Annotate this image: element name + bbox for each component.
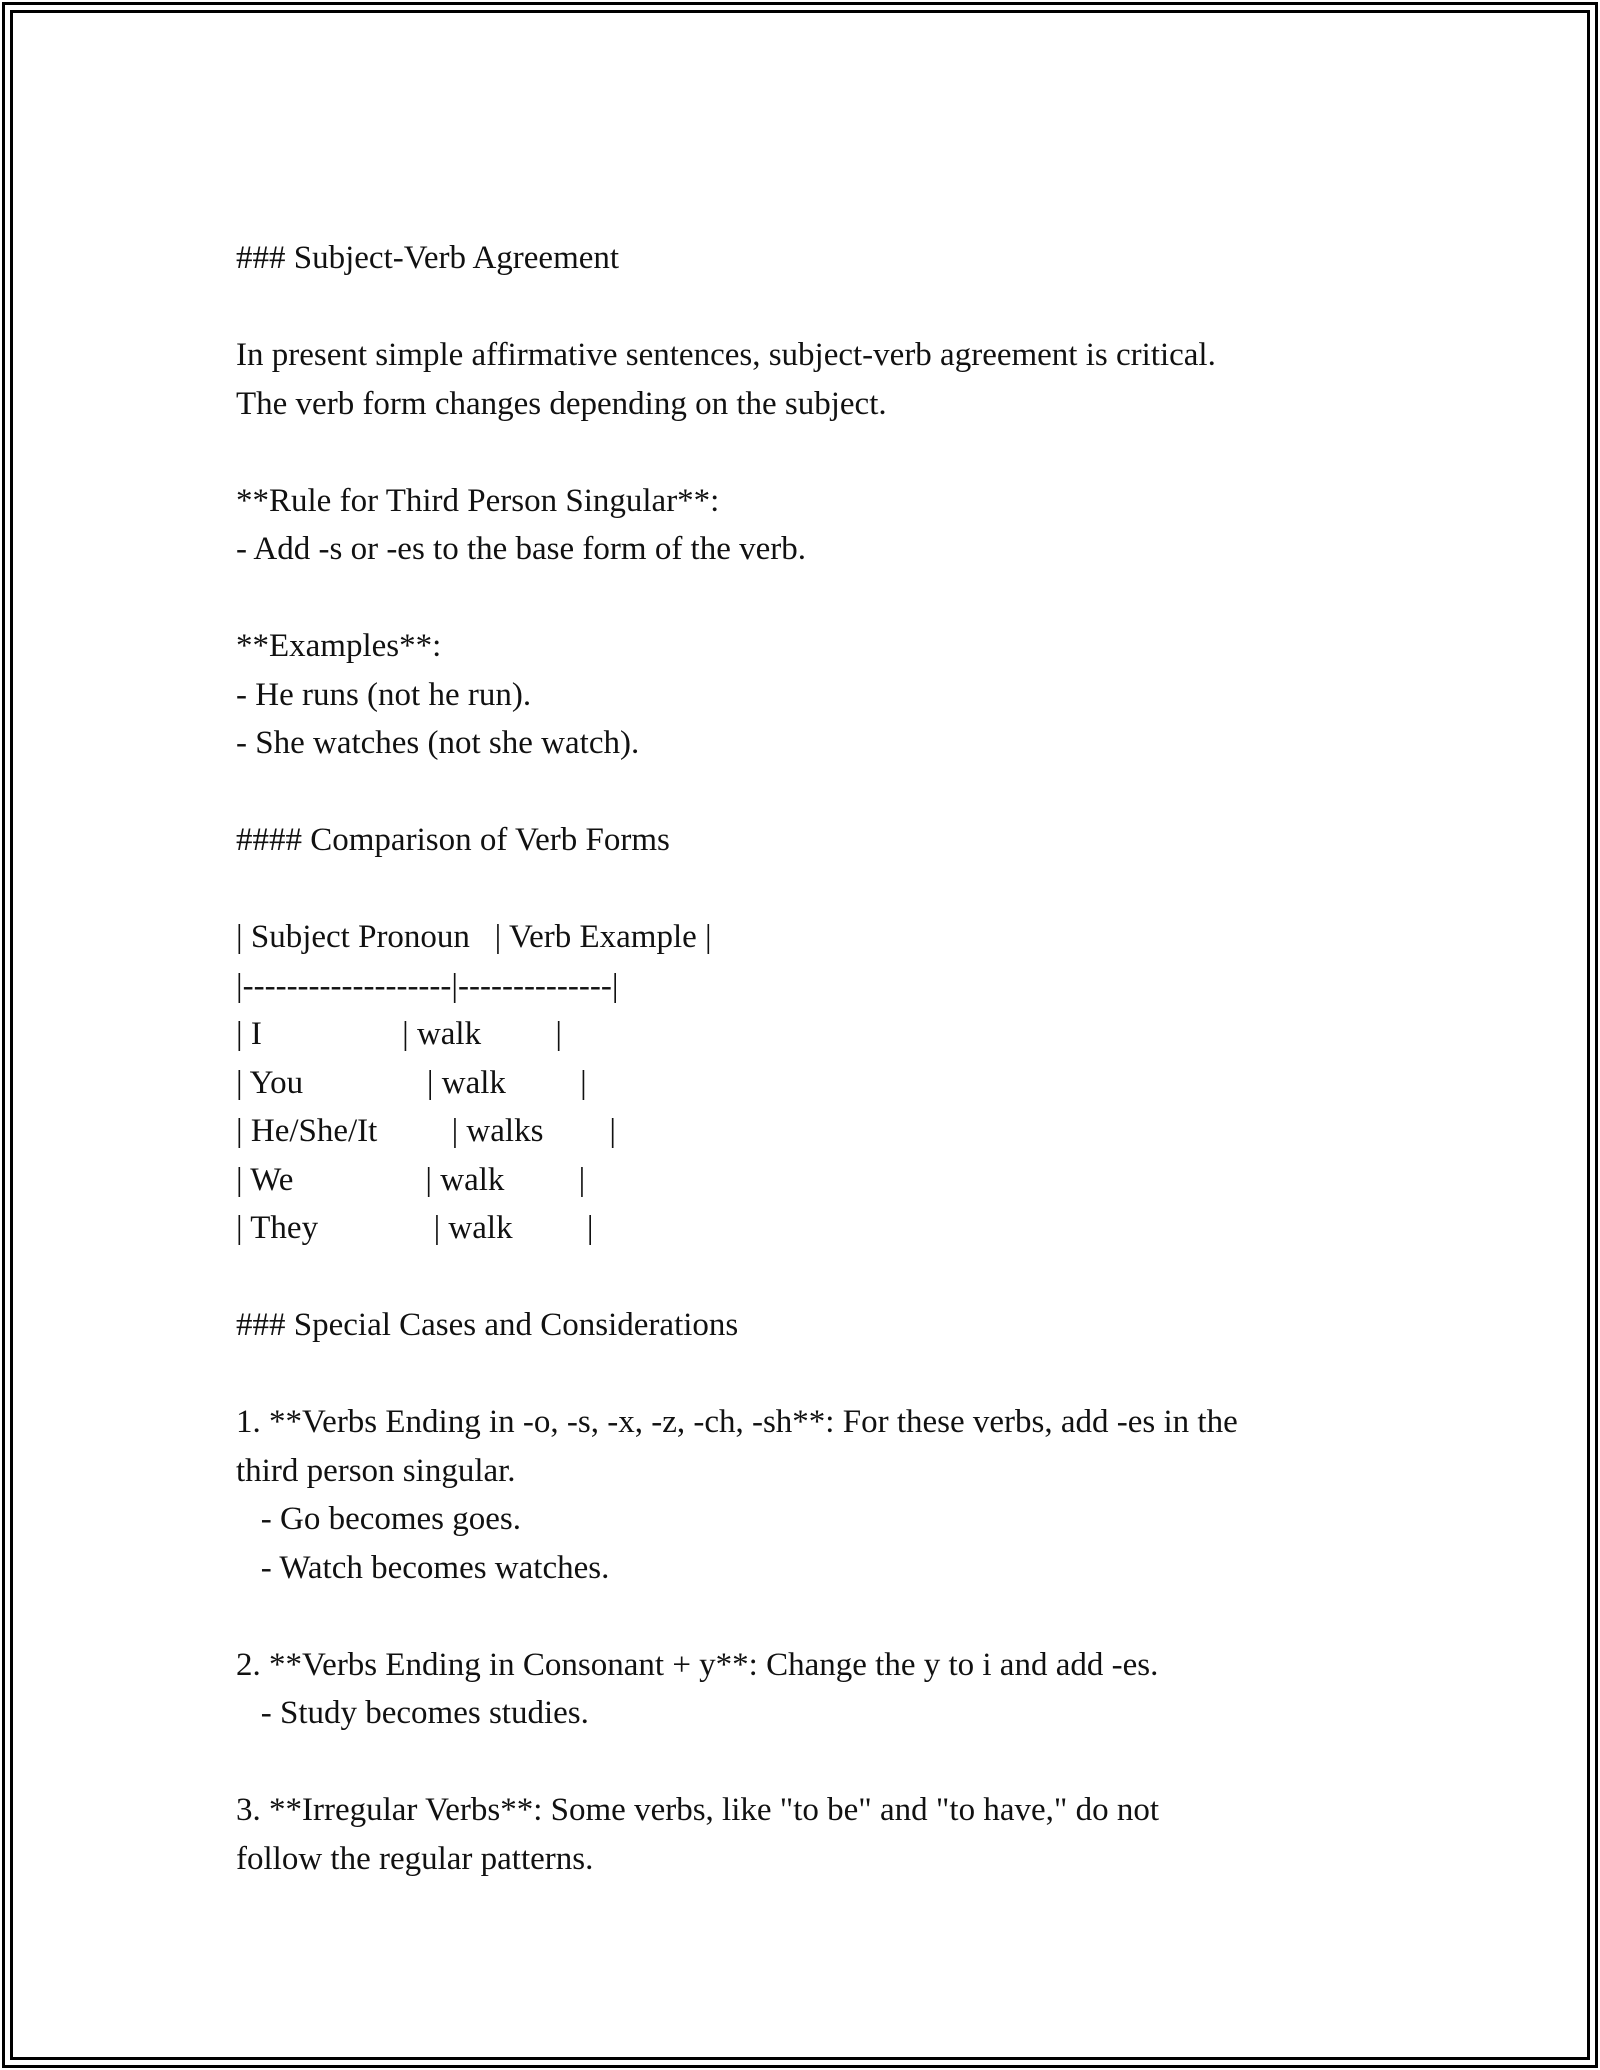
document-body	[236, 234, 1376, 1883]
intro-line-1: In present simple affirmative sentences, subject-verb agreement is critical.	[236, 337, 1216, 373]
table-separator-line: |-------------------|--------------|	[236, 967, 619, 1004]
table-row: | You | walk |	[236, 1064, 587, 1101]
table-row: | They | walk |	[236, 1210, 594, 1246]
intro-line-2: The verb form changes depending on the subject.	[236, 385, 887, 422]
case1-sub-item: - Watch becomes watches.	[236, 1549, 610, 1586]
heading-special-cases: ### Special Cases and Considerations	[236, 1307, 739, 1343]
table-row: | He/She/It | walks |	[236, 1113, 617, 1149]
case1-line-2: third person singular.	[236, 1452, 516, 1489]
case2-sub-item: - Study becomes studies.	[236, 1695, 589, 1731]
examples-title: **Examples**:	[236, 628, 442, 664]
rule-title: **Rule for Third Person Singular**:	[236, 482, 720, 519]
example-item: - He runs (not he run).	[236, 676, 532, 713]
table-row: | We | walk |	[236, 1161, 586, 1198]
case2-line-1: 2. **Verbs Ending in Consonant + y**: Change the y to i and add -es.	[236, 1646, 1159, 1683]
table-header-line: | Subject Pronoun | Verb Example |	[236, 919, 712, 955]
heading-subject-verb-agreement: ### Subject-Verb Agreement	[236, 240, 620, 276]
case1-sub-item: - Go becomes goes.	[236, 1501, 522, 1537]
case3-line-2: follow the regular patterns.	[236, 1840, 594, 1877]
case3-line-1: 3. **Irregular Verbs**: Some verbs, like "to be" and "to have," do not	[236, 1792, 1160, 1828]
rule-text: - Add -s or -es to the base form of the verb.	[236, 531, 807, 567]
case1-line-1: 1. **Verbs Ending in -o, -s, -x, -z, -ch, -sh**: For these verbs, add -es in the	[236, 1404, 1238, 1440]
heading-comparison: #### Comparison of Verb Forms	[236, 822, 670, 858]
table-row: | I | walk |	[236, 1016, 562, 1052]
example-item: - She watches (not she watch).	[236, 725, 640, 761]
